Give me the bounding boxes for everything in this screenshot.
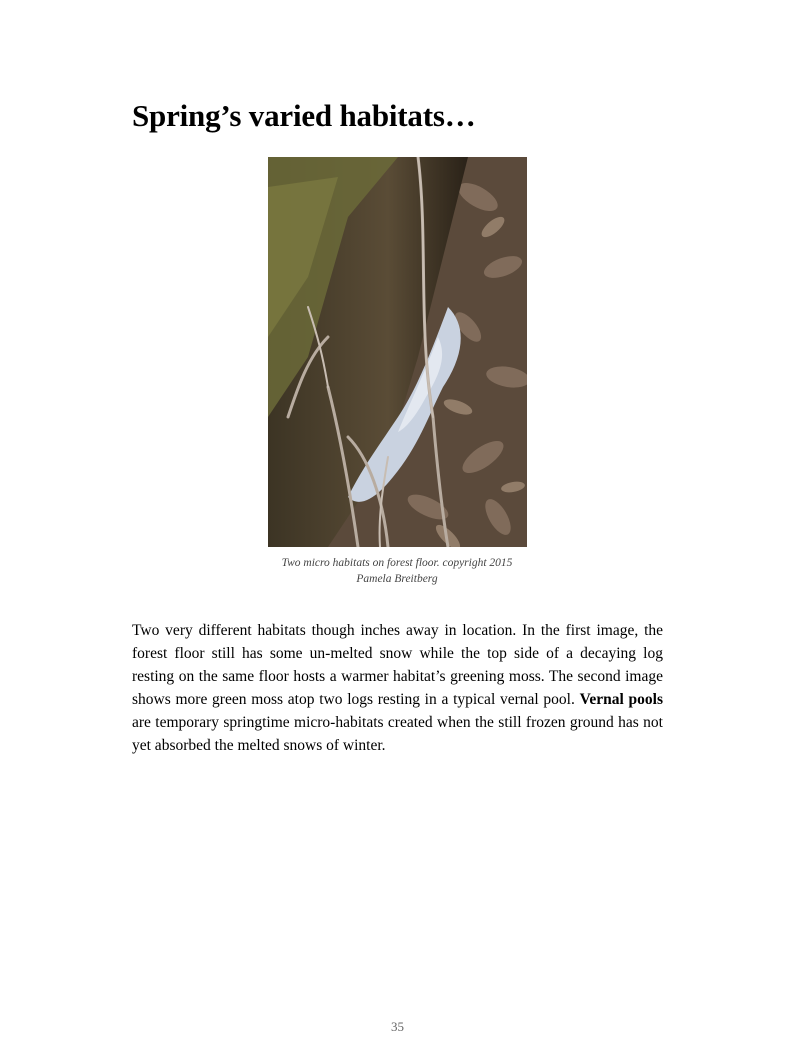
- page-title: Spring’s varied habitats…: [132, 98, 476, 133]
- page-number: 35: [391, 1019, 404, 1034]
- caption-line-1: Two micro habitats on forest floor. copyright 2015: [281, 557, 513, 569]
- paragraph-text-part1: Two very different habitats though inches away in location. In the first image, the forest floor still has some un-melted snow while the top side of a decaying log resting on the same floor hosts a warmer habitat’s greening moss. The second image shows more green moss atop two logs resting in a typical vernal pool.: [132, 622, 663, 708]
- caption-line-2: Pamela Breitberg: [356, 573, 438, 585]
- paragraph-text-part2: are temporary springtime micro-habitats created when the still frozen ground has not yet absorbed the melted snows of winter.: [132, 714, 663, 754]
- body-paragraph: [132, 619, 663, 757]
- figure-caption: [262, 555, 532, 587]
- forest-floor-photo: [268, 157, 527, 547]
- vernal-pools-term: Vernal pools: [579, 691, 663, 708]
